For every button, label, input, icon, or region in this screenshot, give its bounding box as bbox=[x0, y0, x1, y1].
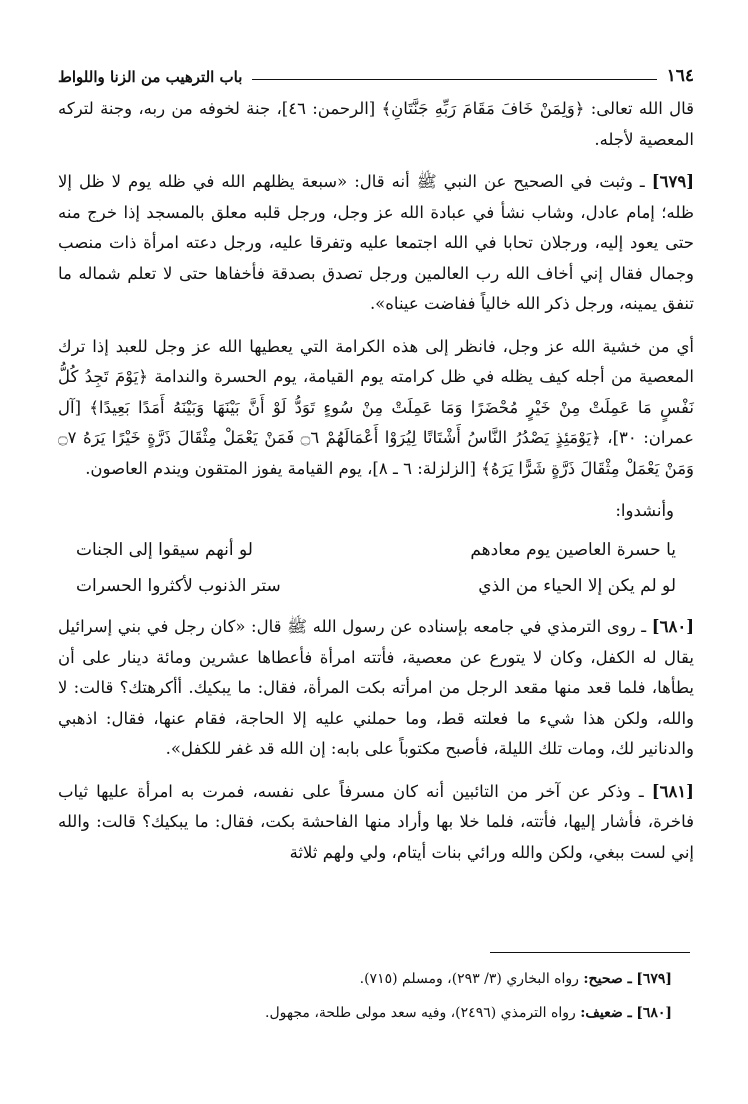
hadith-number: [٦٨٠] bbox=[651, 617, 694, 636]
verse-first-hemistich: يا حسرة العاصين يوم معادهم bbox=[470, 540, 676, 560]
page-header bbox=[58, 52, 694, 86]
footnote-number: [٦٨٠] bbox=[636, 1005, 672, 1021]
verse-first-hemistich: لو لم يكن إلا الحياء من الذي bbox=[478, 576, 676, 596]
poem bbox=[58, 532, 694, 604]
poem-intro: وأنشدوا: bbox=[615, 501, 674, 520]
header-rule bbox=[252, 79, 656, 80]
footnote-number: [٦٧٩] bbox=[636, 971, 672, 987]
page-number: ١٦٤ bbox=[666, 66, 694, 86]
verse-second-hemistich: ستر الذنوب لأكثروا الحسرات bbox=[76, 576, 281, 596]
hadith-paragraph bbox=[58, 777, 694, 869]
footnote-rule bbox=[490, 952, 690, 953]
verse-second-hemistich: لو أنهم سيقوا إلى الجنات bbox=[76, 540, 253, 560]
paragraph-text: ـ وذكر عن آخر من التائبين أنه كان مسرفاً على نفسه، فمرت به امرأة عليها ثياب فاخرة، فأشار إليها، فأتته، فلما خلا بها وأراد منها الفاحشة بكت، فقال: ما يبكيك؟ قالت: والله إني لست ببغي، ولكن والله ورائي بنات أيتام، ولي ولهم ثلاثة bbox=[58, 781, 694, 862]
hadith-number: [٦٧٩] bbox=[651, 172, 694, 191]
page-body bbox=[58, 94, 694, 868]
footnote-text: رواه البخاري (٣/ ٢٩٣)، ومسلم (٧١٥). bbox=[359, 971, 579, 987]
poem-verse bbox=[76, 532, 676, 568]
footnote-grade: ـ صحيح: bbox=[583, 971, 632, 987]
footnotes bbox=[58, 962, 690, 1030]
footnote bbox=[58, 962, 690, 996]
paragraph bbox=[58, 94, 694, 155]
paragraph-text: ـ روى الترمذي في جامعه بإسناده عن رسول الله ﷺ قال: «كان رجل في بني إسرائيل يقال له الكفل، وكان لا يتورع عن معصية، فأتته امرأة فأعطاها عشرين ومائة دينار على أن يطأها، فلما قعد منها مقعد الرجل من امرأته بكت المرأة، فقال: ما يبكيك. أأكرهتك؟ قالت: لا والله، ولكن هذا شيء ما فعلته قط، وما حملني عليه إلا الحاجة، فقام عنها، فقال: اذهبي والدنانير لك، ومات تلك الليلة، فأصبح مكتوباً على بابه: إن الله قد غفر للكفل». bbox=[58, 617, 694, 758]
paragraph bbox=[58, 332, 694, 485]
footnote-grade: ـ ضعيف: bbox=[580, 1005, 632, 1021]
paragraph-text: قال الله تعالى: ﴿وَلِمَنْ خَافَ مَقَامَ رَبِّهِ جَنَّتَانِ﴾ [الرحمن: ٤٦]، جنة لخوفه من ربه، وجنة لتركه المعصية لأجله. bbox=[58, 99, 694, 149]
hadith-paragraph bbox=[58, 612, 694, 765]
footnote bbox=[58, 996, 690, 1030]
poem-verse bbox=[76, 568, 676, 604]
hadith-paragraph bbox=[58, 167, 694, 320]
footnote-text: رواه الترمذي (٢٤٩٦)، وفيه سعد مولى طلحة، مجهول. bbox=[265, 1005, 576, 1021]
paragraph-text: ـ وثبت في الصحيح عن النبي ﷺ أنه قال: «سبعة يظلهم الله في ظله يوم لا ظل إلا ظله؛ إمام عادل، وشاب نشأ في عبادة الله عز وجل، ورجل قلبه معلق بالمسجد إذا خرج منه حتى يعود إليه، ورجلان تحابا في الله اجتمعا عليه وتفرقا عليه، ورجل دعته امرأة ذات منصب وجمال فقال إني أخاف الله رب العالمين ورجل تصدق بصدقة فأخفاها حتى لا تعلم شماله ما تنفق يمينه، ورجل ذكر الله خالياً ففاضت عيناه». bbox=[58, 172, 694, 313]
hadith-number: [٦٨١] bbox=[651, 781, 694, 801]
chapter-title: باب الترهيب من الزنا واللواط bbox=[58, 68, 243, 86]
paragraph-text: أي من خشية الله عز وجل، فانظر إلى هذه الكرامة التي يعطيها الله عز وجل للعبد إذا ترك المعصية من أجله كيف يظله في ظل كرامته يوم القيامة، يوم الحسرة والندامة ﴿يَوْمَ تَجِدُ كُلُّ نَفْسٍ مَا عَمِلَتْ مِنْ خَيْرٍ مُحْضَرًا وَمَا عَمِلَتْ مِنْ سُوءٍ تَوَدُّ لَوْ أَنَّ بَيْنَهَا وَبَيْنَهُ أَمَدًا بَعِيدًا﴾ [آل عمران: ٣٠]، ﴿يَوْمَئِذٍ يَصْدُرُ النَّاسُ أَشْتَاتًا لِيُرَوْا أَعْمَالَهُمْ ۝٦ فَمَنْ يَعْمَلْ مِثْقَالَ ذَرَّةٍ خَيْرًا يَرَهُ ۝٧ وَمَنْ يَعْمَلْ مِثْقَالَ ذَرَّةٍ شَرًّا يَرَهُ﴾ [الزلزلة: ٦ ـ ٨]، يوم القيامة يفوز المتقون ويندم العاصون. bbox=[58, 336, 694, 478]
